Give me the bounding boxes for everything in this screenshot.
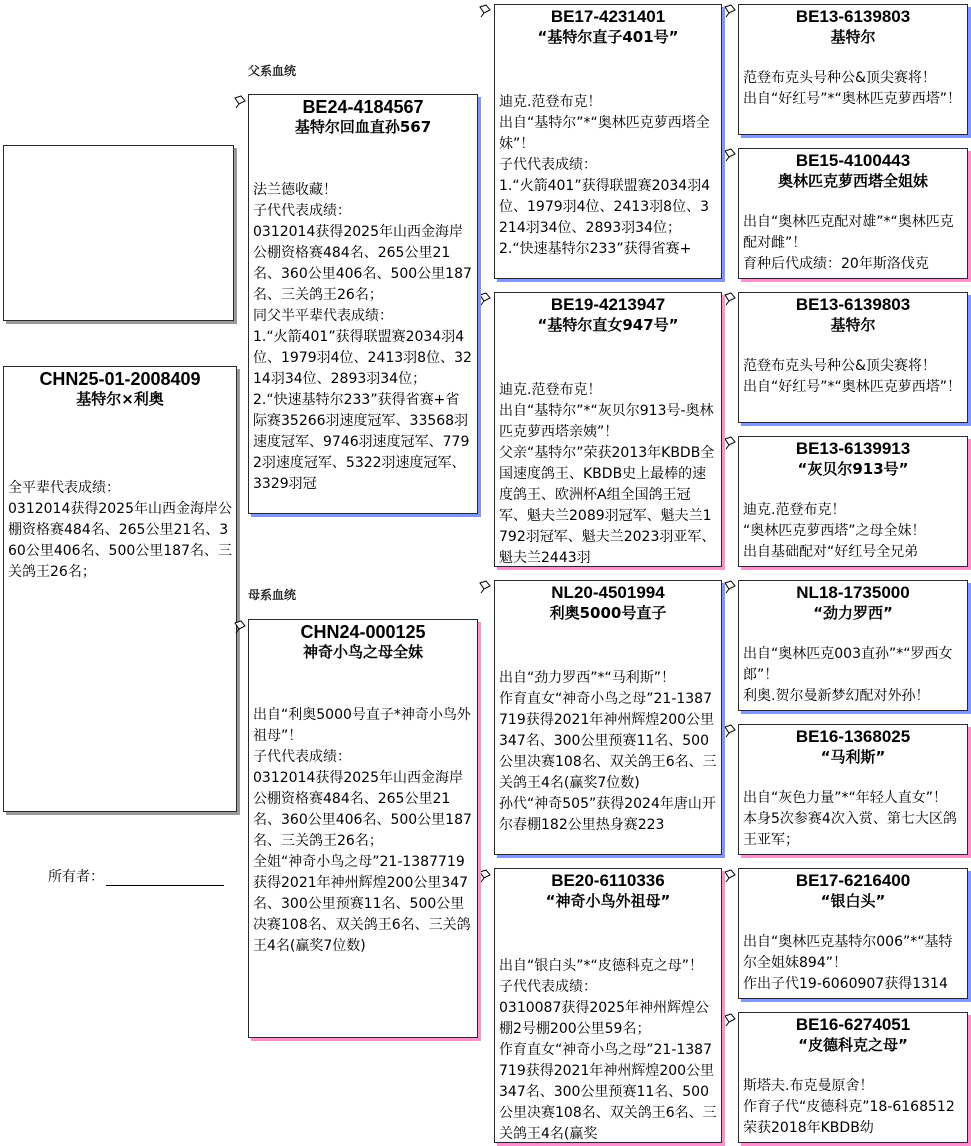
gen4-ring: BE16-1368025: [795, 727, 911, 746]
pin-icon: [723, 4, 737, 18]
gen4-body: 范登布克头号种公&顶尖赛将！ 出自“好红号”*“奥林匹克萝西塔”！: [743, 358, 962, 395]
gen4-body: 出自“奥林匹克003直孙”*“罗西女郎”！ 利奥.贺尔曼新梦幻配对外孙！: [743, 646, 953, 704]
pin-icon: [723, 724, 737, 738]
pin-icon: [478, 869, 492, 883]
gen3-body: 迪克.范登布克！ 出自“基特尔”*“奥林匹克萝西塔全妹”！ 子代代表成绩： 1.“火箭401”获得联盟赛2034羽4位、1979羽4位、2413羽8位、3214羽34位、2893羽34位； 2.“快速基特尔233”获得省赛+: [499, 94, 711, 257]
gen3-card[interactable]: [494, 868, 722, 1143]
gen4-body: 斯塔夫.布克曼原舍！ 作育子代“皮德科克”18-6168512荣获2018年KBDB幼: [743, 1078, 955, 1136]
subject-name: 基特尔×利奥: [76, 390, 164, 408]
gen4-name: “灰贝尔913号”: [797, 460, 909, 478]
gen3-card[interactable]: [494, 292, 722, 567]
gen4-name: “劲力罗西”: [813, 604, 893, 622]
gen3-card[interactable]: [494, 4, 722, 279]
gen4-ring: NL18-1735000: [796, 583, 910, 602]
pin-icon: [478, 4, 492, 18]
gen4-card[interactable]: [738, 724, 968, 855]
pin-icon: [233, 95, 247, 109]
pin-icon: [723, 292, 737, 306]
gen4-card[interactable]: [738, 580, 968, 711]
gen4-ring: BE16-6274051: [795, 1015, 911, 1034]
gen3-ring: NL20-4501994: [551, 583, 665, 602]
sire-ring: BE24-4184567: [302, 97, 424, 117]
gen4-name: 基特尔: [830, 28, 876, 46]
gen4-body: 出自“奥林匹克基特尔006”*“基特尔全姐妹894”！ 作出子代19-6060907获得1314: [743, 934, 953, 992]
sire-card[interactable]: [248, 94, 478, 514]
sire-body: 法兰德收藏！ 子代代表成绩： 0312014获得2025年山西金海岸公棚资格赛484名、265公里21名、360公里406名、500公里187名、三关鸽王26名； 同父半平辈代表成绩： 1.“火箭401”获得联盟赛2034羽4位、1979羽4位、2413羽8位、3214羽34位、2893羽34位； 2.“快速基特尔233”获得省赛+省际赛35266羽速度冠军、33568羽速度冠军、9746羽速度冠军、7792羽速度冠军、5322羽速度冠军、3329羽冠: [253, 182, 472, 492]
pin-icon: [723, 436, 737, 450]
gen4-card[interactable]: [738, 1012, 968, 1143]
sire-name: 基特尔回血直孙567: [294, 118, 432, 136]
gen4-ring: BE15-4100443: [795, 151, 911, 170]
dam-body: 出自“利奥5000号直子*神奇小鸟外祖母”！ 子代代表成绩： 0312014获得2025年山西金海岸公棚资格赛484名、265公里21名、360公里406名、500公里187名、三关鸽王26名； 全姐“神奇小鸟之母”21-1387719获得2021年神州辉煌200公里347名、300公里预赛11名、500公里决赛108名、双关鸽王6名、三关鸽王4名(赢奖7位数): [253, 707, 472, 954]
gen4-body: 范登布克头号种公&顶尖赛将！ 出自“好红号”*“奥林匹克萝西塔”！: [743, 70, 962, 107]
pin-icon: [478, 292, 492, 306]
gen4-ring: BE13-6139803: [795, 295, 911, 314]
dam-ring: CHN24-000125: [300, 622, 426, 642]
gen4-ring: BE17-6216400: [795, 871, 911, 890]
gen4-name: “马利斯”: [820, 748, 886, 766]
gen4-card[interactable]: [738, 148, 968, 279]
gen4-body: 迪克.范登布克！ “奥林匹克萝西塔”之母全妹！ 出自基础配对“好红号全兄弟: [743, 502, 926, 560]
gen4-name: 基特尔: [830, 316, 876, 334]
pin-icon: [723, 1013, 737, 1027]
subject-ring: CHN25-01-2008409: [39, 369, 201, 389]
gen4-body: 出自“灰色力量”*“年轻人直女”！ 本身5次参赛4次入赏、第七大区鸽王亚军；: [743, 790, 957, 848]
gen4-card[interactable]: [738, 4, 968, 135]
paternal-label: 父系血统: [248, 64, 297, 78]
pin-icon: [723, 148, 737, 162]
pin-icon: [723, 580, 737, 594]
gen4-name: “皮德科克之母”: [798, 1036, 908, 1054]
pin-icon: [478, 580, 492, 594]
gen4-ring: BE13-6139803: [795, 7, 911, 26]
subject-card[interactable]: [3, 366, 237, 812]
gen3-card[interactable]: [494, 580, 722, 855]
dam-name: 神奇小鸟之母全妹: [302, 643, 423, 661]
gen3-name: 利奥5000号直子: [549, 604, 667, 622]
gen3-name: “神奇小鸟外祖母”: [545, 892, 671, 910]
gen3-body: 出自“银白头”*“皮德科克之母”！ 子代代表成绩： 0310087获得2025年神州辉煌公棚2号棚200公里59名； 作育直女“神奇小鸟之母”21-1387719获得2021年神州辉煌200公里347名、300公里预赛11名、500公里决赛108名、双关鸽王6名、三关鸽王4名(赢奖: [499, 958, 717, 1142]
gen3-name: “基特尔直女947号”: [537, 316, 679, 334]
gen4-name: “银白头”: [820, 892, 886, 910]
subject-body: 全平辈代表成绩： 0312014获得2025年山西金海岸公棚资格赛484名、265公里21名、360公里406名、500公里187名、三关鸽王26名；: [8, 480, 232, 580]
dam-card[interactable]: [248, 619, 478, 1038]
gen4-ring: BE13-6139913: [795, 439, 911, 458]
gen4-body: 出自“奥林匹克配对雄”*“奥林匹克配对雌”！ 育种后代成绩：20年斯洛伐克: [743, 214, 954, 272]
gen4-name: 奥林匹克萝西塔全姐妹: [777, 172, 928, 190]
owner-line: [106, 871, 224, 886]
photo-frame: [3, 145, 234, 321]
gen3-ring: BE17-4231401: [550, 7, 666, 26]
gen3-ring: BE19-4213947: [550, 295, 666, 314]
gen3-ring: BE20-6110336: [551, 871, 665, 890]
gen3-name: “基特尔直子401号”: [537, 28, 679, 46]
pin-icon: [723, 869, 737, 883]
owner-label: 所有者：: [48, 869, 104, 885]
gen4-card[interactable]: [738, 868, 968, 999]
gen4-card[interactable]: [738, 292, 968, 423]
gen3-body: 迪克.范登布克！ 出自“基特尔”*“灰贝尔913号-奥林匹克萝西塔亲姨”！ 父亲“基特尔”荣获2013年KBDB全国速度鸽王、KBDB史上最棒的速度鸽王、欧洲杯A组全国鸽王冠军、魁夫兰2089羽冠军、魁夫兰1792羽冠军、魁夫兰2023羽亚军、魁夫兰2443羽: [499, 382, 716, 566]
gen3-body: 出自“劲力罗西”*“马利斯”！ 作育直女“神奇小鸟之母”21-1387719获得2021年神州辉煌200公里347名、300公里预赛11名、500公里决赛108名、双关鸽王6名、三关鸽王4名(赢奖7位数) 孙代“神奇505”获得2024年唐山开尔春棚182公里热身赛223: [499, 670, 717, 833]
maternal-label: 母系血统: [248, 588, 297, 602]
pin-icon: [233, 620, 247, 634]
owner-field[interactable]: [48, 866, 224, 886]
gen4-card[interactable]: [738, 436, 968, 567]
